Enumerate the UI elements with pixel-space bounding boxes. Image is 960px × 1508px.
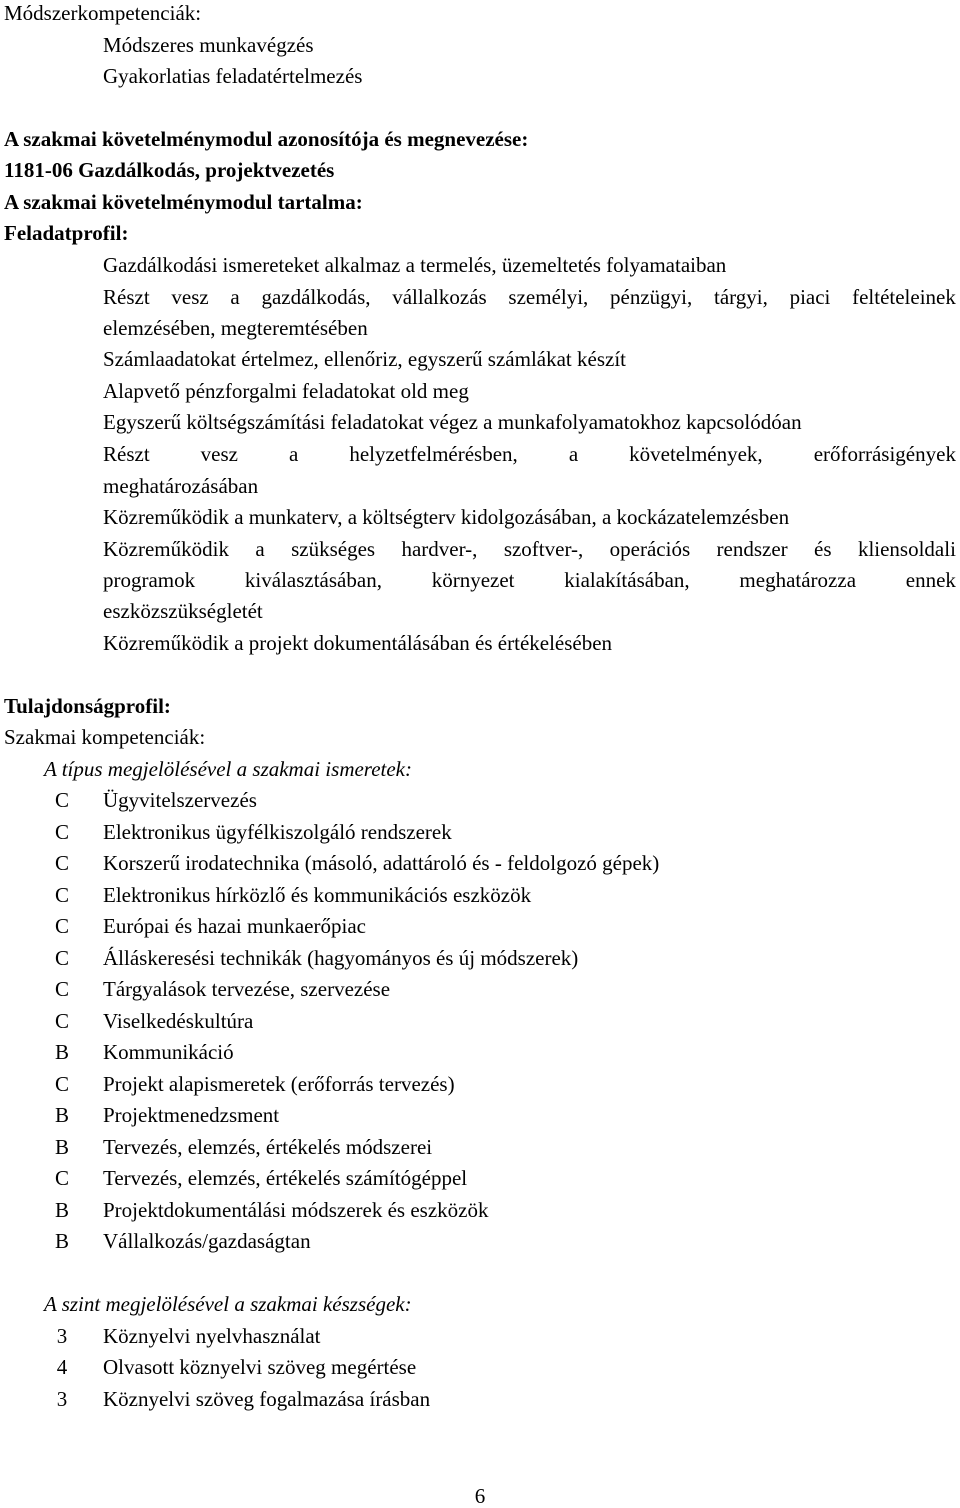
- knowledge-row: [0, 1229, 960, 1253]
- type-code: C: [54, 788, 69, 812]
- task-item-continuation: elemzésében, megteremtésében: [103, 316, 368, 340]
- word: és: [814, 537, 832, 561]
- task-item: Közreműködik a projekt dokumentálásában és értékelésében: [103, 631, 613, 655]
- word: a: [230, 285, 240, 309]
- task-item-justified: [103, 442, 956, 466]
- word: pénzügyi,: [610, 285, 693, 309]
- word: a: [568, 442, 579, 466]
- type-code: B: [54, 1040, 69, 1064]
- level-code: 3: [56, 1387, 68, 1411]
- task-item-justified: [103, 285, 956, 309]
- professional-competencies-heading: Szakmai kompetenciák:: [4, 725, 206, 749]
- type-code: C: [54, 1166, 69, 1190]
- knowledge-row: [0, 1040, 960, 1064]
- knowledge-text: Elektronikus ügyfélkiszolgáló rendszerek: [103, 820, 452, 844]
- skill-row: [0, 1324, 960, 1348]
- word: tárgyi,: [713, 285, 768, 309]
- word: vesz: [200, 442, 238, 466]
- knowledge-text: Projekt alapismeretek (erőforrás tervezés): [103, 1072, 455, 1096]
- page-number: 6: [474, 1484, 486, 1508]
- property-profile-heading: Tulajdonságprofil:: [4, 694, 171, 718]
- knowledge-row: [0, 851, 960, 875]
- type-code: C: [54, 1009, 69, 1033]
- word: operációs: [609, 537, 691, 561]
- methodical-heading: Módszerkompetenciák:: [4, 1, 202, 25]
- word: kiválasztásában,: [244, 568, 382, 592]
- methodical-item: Módszeres munkavégzés: [103, 33, 314, 57]
- word: személyi,: [508, 285, 589, 309]
- type-code: B: [54, 1229, 69, 1253]
- task-item: Alapvető pénzforgalmi feladatokat old meg: [103, 379, 469, 403]
- word: helyzetfelmérésben,: [349, 442, 518, 466]
- task-item: Gazdálkodási ismereteket alkalmaz a termelés, üzemeltetés folyamataiban: [103, 253, 727, 277]
- knowledge-text: Projektdokumentálási módszerek és eszközök: [103, 1198, 489, 1222]
- methodical-item: Gyakorlatias feladatértelmezés: [103, 64, 363, 88]
- knowledge-text: Ügyvitelszervezés: [103, 788, 257, 812]
- type-code: B: [54, 1135, 69, 1159]
- knowledge-text: Európai és hazai munkaerőpiac: [103, 914, 366, 938]
- word: követelmények,: [629, 442, 763, 466]
- word: szoftver-,: [503, 537, 584, 561]
- knowledge-text: Projektmenedzsment: [103, 1103, 280, 1127]
- knowledge-text: Vállalkozás/gazdaságtan: [103, 1229, 311, 1253]
- skill-row: [0, 1355, 960, 1379]
- knowledge-text: Viselkedéskultúra: [103, 1009, 254, 1033]
- word: Részt: [103, 285, 150, 309]
- word: Részt: [103, 442, 150, 466]
- knowledge-row: [0, 1103, 960, 1127]
- word: piaci: [789, 285, 831, 309]
- knowledge-row: [0, 1166, 960, 1190]
- word: a: [255, 537, 265, 561]
- knowledge-text: Korszerű irodatechnika (másoló, adattároló és - feldolgozó gépek): [103, 851, 660, 875]
- type-code: C: [54, 851, 69, 875]
- word: rendszer: [716, 537, 788, 561]
- task-item-continuation: eszközszükségletét: [103, 599, 263, 623]
- knowledge-row: [0, 1009, 960, 1033]
- knowledge-text: Tervezés, elemzés, értékelés módszerei: [103, 1135, 433, 1159]
- type-code: C: [54, 914, 69, 938]
- knowledge-row: [0, 1198, 960, 1222]
- knowledge-row: [0, 883, 960, 907]
- skills-heading: A szint megjelölésével a szakmai készségek:: [44, 1292, 412, 1316]
- word: ennek: [905, 568, 956, 592]
- type-code: C: [54, 883, 69, 907]
- word: feltételeinek: [852, 285, 956, 309]
- skill-row: [0, 1387, 960, 1411]
- knowledge-text: Elektronikus hírközlő és kommunikációs eszközök: [103, 883, 532, 907]
- knowledge-heading: A típus megjelölésével a szakmai ismeretek:: [44, 757, 412, 781]
- knowledge-row: [0, 914, 960, 938]
- knowledge-row: [0, 977, 960, 1001]
- type-code: C: [54, 820, 69, 844]
- type-code: C: [54, 946, 69, 970]
- type-code: C: [54, 1072, 69, 1096]
- word: vesz: [171, 285, 209, 309]
- task-item-continuation: meghatározásában: [103, 474, 259, 498]
- word: Közreműködik: [103, 537, 229, 561]
- word: szükséges: [291, 537, 376, 561]
- task-item-justified: [103, 568, 956, 592]
- module-id-value: 1181-06 Gazdálkodás, projektvezetés: [4, 158, 335, 182]
- skill-text: Köznyelvi nyelvhasználat: [103, 1324, 321, 1348]
- knowledge-text: Álláskeresési technikák (hagyományos és új módszerek): [103, 946, 579, 970]
- type-code: C: [54, 977, 69, 1001]
- task-item: Számlaadatokat értelmez, ellenőriz, egyszerű számlákat készít: [103, 347, 627, 371]
- task-item: Egyszerű költségszámítási feladatokat végez a munkafolyamatokhoz kapcsolódóan: [103, 410, 802, 434]
- word: meghatározza: [739, 568, 857, 592]
- level-code: 3: [56, 1324, 68, 1348]
- skill-text: Köznyelvi szöveg fogalmazása írásban: [103, 1387, 431, 1411]
- type-code: B: [54, 1103, 69, 1127]
- knowledge-row: [0, 820, 960, 844]
- word: kliensoldali: [857, 537, 956, 561]
- knowledge-row: [0, 946, 960, 970]
- word: vállalkozás: [392, 285, 487, 309]
- task-item: Közreműködik a munkaterv, a költségterv kidolgozásában, a kockázatelemzésben: [103, 505, 790, 529]
- level-code: 4: [56, 1355, 68, 1379]
- task-item-justified: [103, 537, 956, 561]
- knowledge-text: Tárgyalások tervezése, szervezése: [103, 977, 391, 1001]
- type-code: B: [54, 1198, 69, 1222]
- knowledge-row: [0, 788, 960, 812]
- knowledge-text: Kommunikáció: [103, 1040, 234, 1064]
- word: kialakításában,: [564, 568, 690, 592]
- knowledge-row: [0, 1072, 960, 1096]
- task-profile-heading: Feladatprofil:: [4, 221, 129, 245]
- word: programok: [103, 568, 196, 592]
- knowledge-text: Tervezés, elemzés, értékelés számítógéppel: [103, 1166, 468, 1190]
- skill-text: Olvasott köznyelvi szöveg megértése: [103, 1355, 417, 1379]
- word: hardver-,: [401, 537, 478, 561]
- word: erőforrásigények: [813, 442, 956, 466]
- module-content-heading: A szakmai követelménymodul tartalma:: [4, 190, 363, 214]
- module-id-heading: A szakmai követelménymodul azonosítója és megnevezése:: [4, 127, 529, 151]
- word: gazdálkodás,: [261, 285, 371, 309]
- knowledge-row: [0, 1135, 960, 1159]
- word: környezet: [431, 568, 515, 592]
- word: a: [288, 442, 299, 466]
